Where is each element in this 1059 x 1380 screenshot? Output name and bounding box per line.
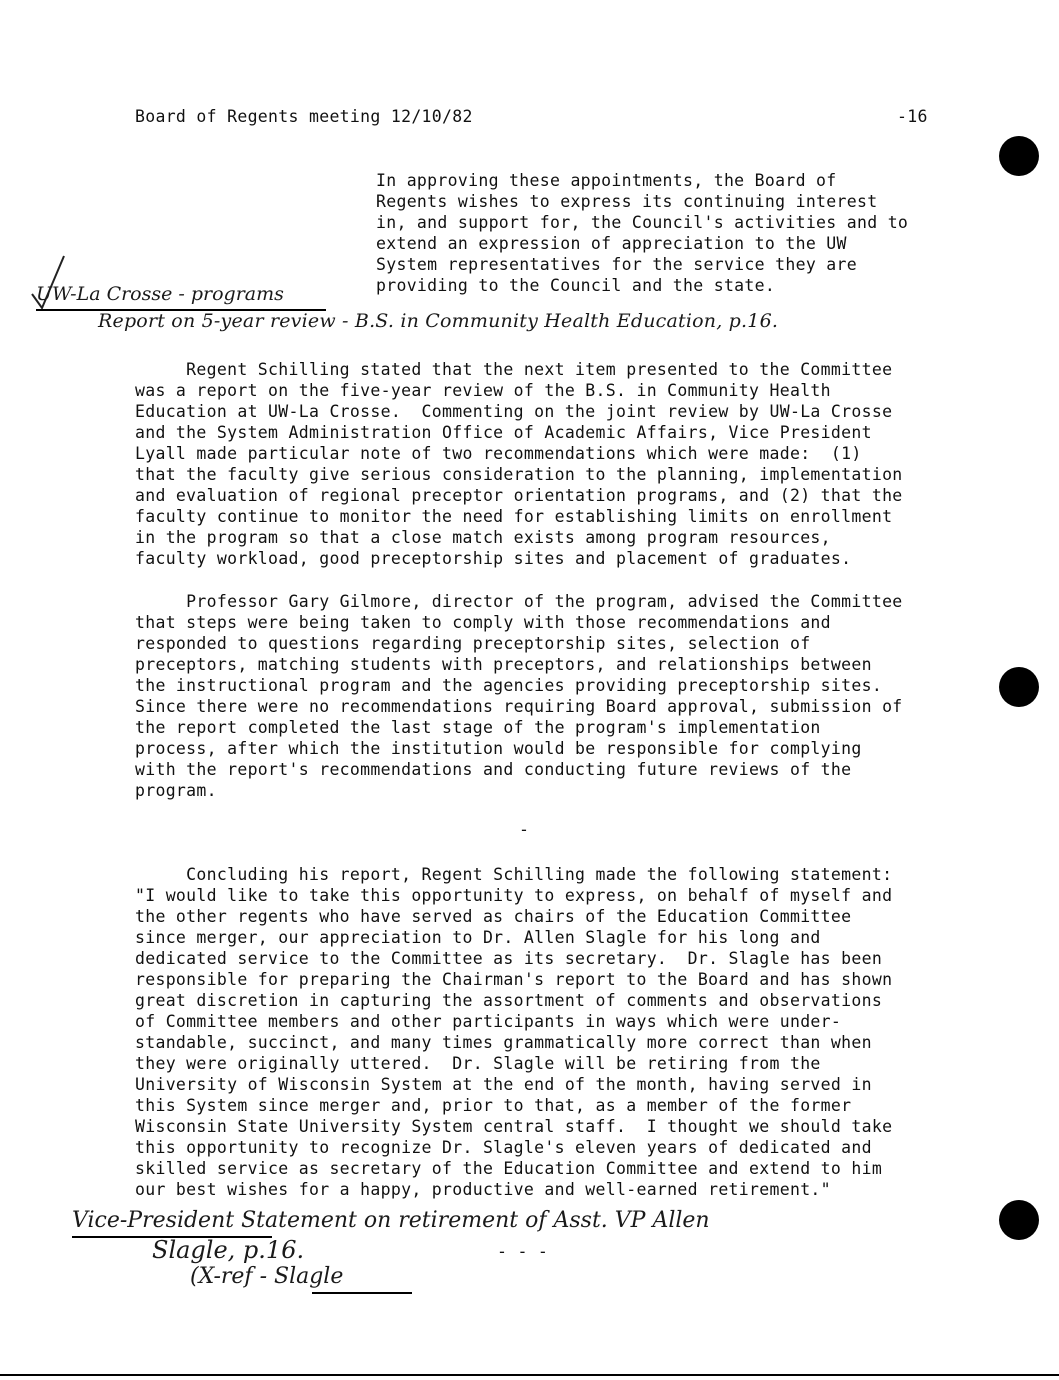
annotation-line-2: Report on 5-year review - B.S. in Community Health Education, p.16. [98,310,779,332]
text-line: this System since merger and, prior to that, as a member of the former [135,1096,852,1115]
text-line: the other regents who have served as chairs of the Education Committee [135,907,852,926]
text-line: great discretion in capturing the assortment of comments and observations [135,991,883,1010]
text-line: faculty workload, good preceptorship sites and placement of graduates. [135,549,852,568]
text-line: in, and support for, the Council's activities and to [376,213,909,232]
text-line: Concluding his report, Regent Schilling made the following statement: [135,865,893,884]
text-line: since merger, our appreciation to Dr. Allen Slagle for his long and [135,928,821,947]
text-line: of Committee members and other participants in ways which were under- [135,1012,842,1031]
text-line: they were originally uttered. Dr. Slagle will be retiring from the [135,1054,821,1073]
annotation-line-2: Slagle, p.16. [152,1236,305,1264]
text-line: the report completed the last stage of the program's implementation [135,718,821,737]
text-line: with the report's recommendations and conducting future reviews of the [135,760,852,779]
text-line: Wisconsin State University System central staff. I thought we should take [135,1117,893,1136]
text-line: and the System Administration Office of Academic Affairs, Vice President [135,423,872,442]
text-line: standable, succinct, and many times grammatically more correct than when [135,1033,872,1052]
text-line: Education at UW-La Crosse. Commenting on the joint review by UW-La Crosse [135,402,893,421]
text-line: "I would like to take this opportunity to express, on behalf of myself and [135,886,893,905]
annotation-underline [312,1292,412,1294]
text-line: Lyall made particular note of two recommendations which were made: (1) [135,444,862,463]
text-line: responded to questions regarding preceptorship sites, selection of [135,634,811,653]
end-mark: - - - [497,1242,549,1261]
text-line: process, after which the institution would be responsible for complying [135,739,862,758]
text-line: Regents wishes to express its continuing interest [376,192,878,211]
text-line: In approving these appointments, the Board of [376,171,837,190]
text-line: System representatives for the service they are [376,255,857,274]
page-header-title: Board of Regents meeting 12/10/82 [135,107,473,126]
text-line: dedicated service to the Committee as its secretary. Dr. Slagle has been [135,949,883,968]
text-line: Regent Schilling stated that the next item presented to the Committee [135,360,893,379]
text-line: responsible for preparing the Chairman's report to the Board and has shown [135,970,893,989]
text-line: the instructional program and the agencies providing preceptorship sites. [135,676,883,695]
text-line: our best wishes for a happy, productive and well-earned retirement." [135,1180,831,1199]
page-number: -16 [897,107,928,126]
text-line: extend an expression of appreciation to the UW [376,234,847,253]
text-line: that the faculty give serious consideration to the planning, implementation [135,465,903,484]
punch-hole-bottom [999,1200,1039,1240]
text-line: University of Wisconsin System at the end of the month, having served in [135,1075,872,1094]
text-line: was a report on the five-year review of the B.S. in Community Health [135,381,831,400]
text-line: skilled service as secretary of the Education Committee and extend to him [135,1159,883,1178]
page-bottom-edge [0,1374,1059,1376]
annotation-line-1: Vice-President Statement on retirement of Asst. VP Allen [72,1208,710,1233]
punch-hole-top [999,136,1039,176]
annotation-line-3: (X-ref - Slagle [190,1264,344,1289]
text-line: and evaluation of regional preceptor orientation programs, and (2) that the [135,486,903,505]
text-line: faculty continue to monitor the need for establishing limits on enrollment [135,507,893,526]
text-line: Since there were no recommendations requiring Board approval, submission of [135,697,903,716]
text-line: in the program so that a close match exists among program resources, [135,528,831,547]
punch-hole-middle [999,667,1039,707]
text-line: Professor Gary Gilmore, director of the program, advised the Committee [135,592,903,611]
text-line: preceptors, matching students with preceptors, and relationships between [135,655,872,674]
annotation-line-1: UW-La Crosse - programs [36,283,284,305]
text-line: providing to the Council and the state. [376,276,776,295]
text-line: program. [135,781,217,800]
section-separator: - [519,820,530,839]
text-line: this opportunity to recognize Dr. Slagle's eleven years of dedicated and [135,1138,872,1157]
text-line: that steps were being taken to comply with those recommendations and [135,613,831,632]
